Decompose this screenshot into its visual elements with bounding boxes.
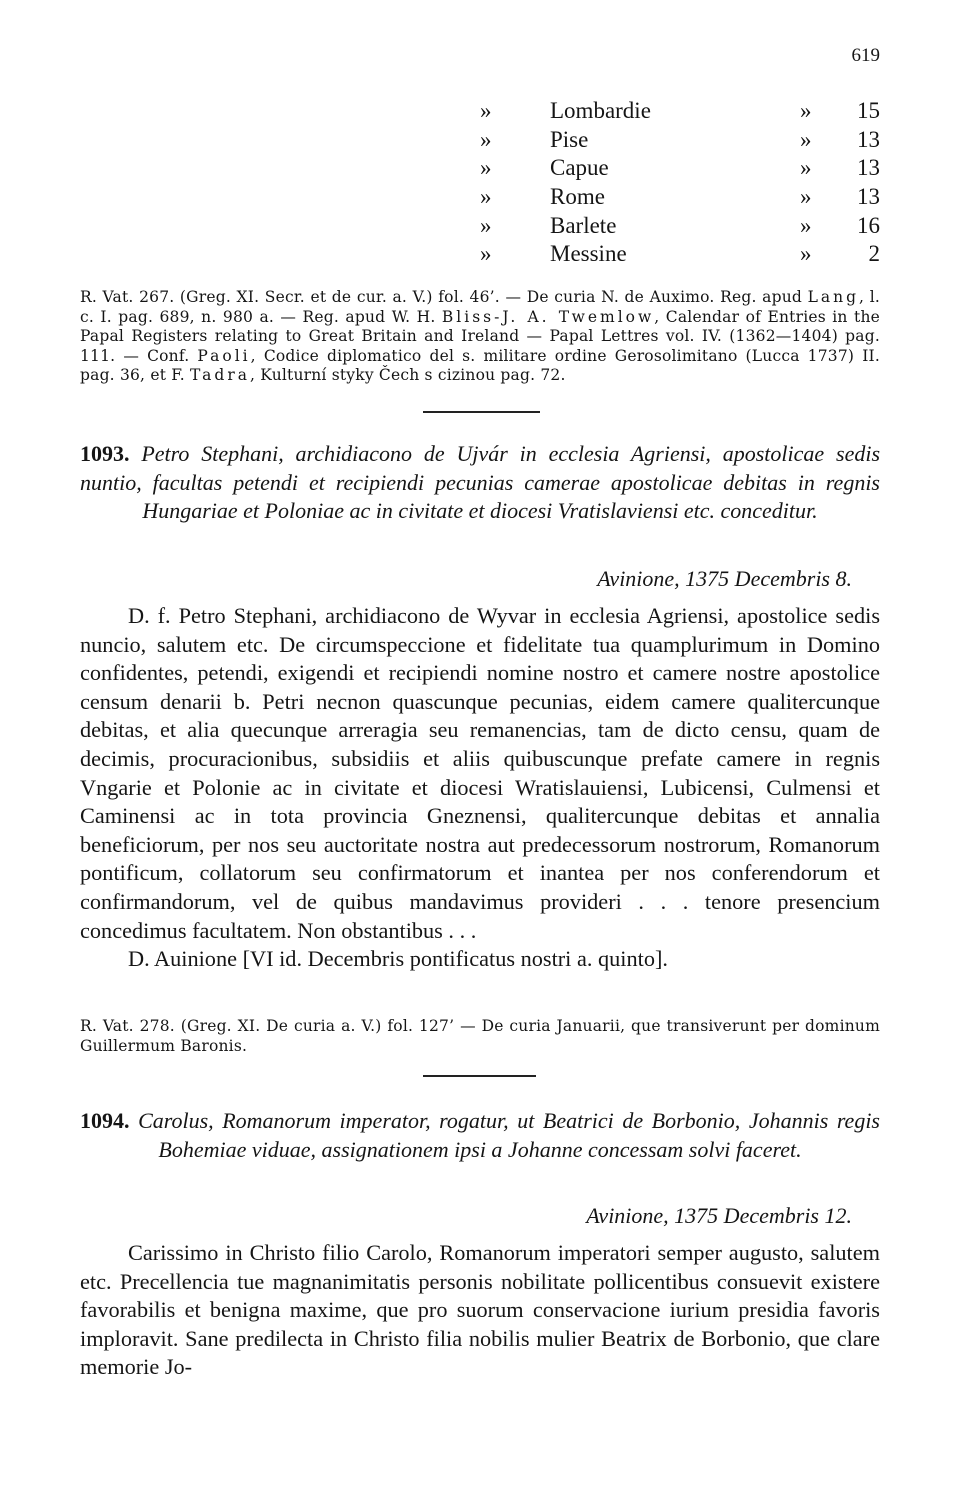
page-number: 619 (851, 45, 880, 66)
list-item (480, 183, 880, 212)
ditto-mark: » (480, 241, 492, 267)
document-page (80, 0, 880, 1505)
document-text (80, 602, 880, 974)
ditto-mark: » (800, 184, 812, 210)
city-name: Messine (550, 241, 627, 267)
city-name: Pise (550, 126, 589, 152)
list-item (480, 212, 880, 241)
source-note: R. Vat. 267. (Greg. XI. Secr. et de cur. a. V.) fol. 46’. — De curia N. de Auximo. Reg. apud Lang, l. c. I. pag. 689, n. 980 a. — Reg. apud W. H. Bliss-J. A. Twemlow, Calendar of Entries in the Papal Registers relating to Great Britain and Ireland — Papal Lettres vol. IV. (1362—1404) pag. 111. — Conf. Paoli, Codice diplomatico del s. militare ordine Gerosolimitano (Lucca 1737) II. pag. 36, et F. Tadra, Kulturní styky Čech s cizinou pag. 72. (80, 288, 880, 385)
list-item (480, 240, 880, 269)
ditto-mark: » (800, 126, 812, 152)
city-value: 2 (868, 241, 880, 267)
list-item (480, 154, 880, 183)
ditto-mark: » (480, 98, 492, 123)
city-name: Barlete (550, 212, 617, 238)
ditto-mark: » (480, 126, 492, 152)
letter-closing: D. Auinione [VI id. Decembris pontificatus nostri a. quinto]. (128, 946, 668, 972)
ditto-mark: » (800, 241, 812, 267)
letter-text: Carissimo in Christo filio Carolo, Romanorum imperatori semper augusto, salutem etc. Precellencia tue magnanimitatis personis nobilitate pollicentibus consuevit existere favorabilis et benigna maxime, que pro suorum conservacione iurium presidia favoris imploravit. Sane predilecta in Christo filia nobilis mulier Beatrix de Borbonio, que clare memorie Jo- (80, 1240, 880, 1380)
author-name: Paoli (197, 346, 251, 365)
source-note: R. Vat. 278. (Greg. XI. De curia a. V.) fol. 127’ — De curia Januarii, que transiverunt per dominum Guillermum Baronis. (80, 1017, 880, 1055)
city-name: Capue (550, 155, 609, 181)
document-heading (80, 440, 880, 526)
section-divider (423, 1075, 536, 1077)
city-name: Rome (550, 184, 605, 210)
document-number: 1093. (80, 441, 130, 466)
document-summary: Carolus, Romanorum imperator, rogatur, ut Beatrici de Borbonio, Johannis regis Bohemiae viduae, assignationem ipsi a Johanne concessam solvi faceret. (138, 1108, 880, 1162)
author-name: Tadra (190, 366, 250, 385)
ditto-mark: » (800, 98, 812, 123)
list-item (480, 97, 880, 126)
author-name: Lang (807, 288, 860, 306)
document-number: 1094. (80, 1108, 130, 1133)
city-value: 15 (857, 98, 880, 123)
section-divider (423, 411, 540, 413)
document-summary: Petro Stephani, archidiacono de Ujvár in ecclesia Agriensi, apostolicae sedis nuntio, facultas petendi et recipiendi pecunias camerae apostolicae debitas in regnis Hungariae et Poloniae ac in civitate et diocesi Vratislaviensi etc. conceditur. (80, 441, 881, 524)
city-value: 13 (857, 155, 880, 181)
city-name: Lombardie (550, 98, 651, 123)
list-item (480, 126, 880, 155)
city-value: 13 (857, 184, 880, 210)
document-text (80, 1239, 880, 1382)
document-date: Avinione, 1375 Decembris 12. (586, 1203, 852, 1228)
ditto-mark: » (480, 184, 492, 210)
ditto-mark: » (800, 212, 812, 238)
document-heading (80, 1107, 880, 1164)
author-name: Bliss-J. A. Twemlow (441, 307, 655, 326)
letter-text: D. f. Petro Stephani, archidiacono de Wyvar in ecclesia Agriensi, apostolice sedis nuncio, salutem etc. De circumspeccione et fidelitate tua quamplurimum in Domino confidentes, petendi, exigendi et recipiendi nomine nostro et camere nostre apostolice censum denarii b. Petri necnon quascunque pecunias, eidem camere qualitercunque debitas, et alia quecunque arreragia seu remanencias, tam de dicto censu, quam de decimis, procuracionibus, subsidiis et aliis quibuscunque prefate camere in regnis Vngarie et Polonie ac in civitate et diocesi Wratislauiensi, Lubicensi, Culmensi et Caminensi ac in tota provincia Gneznensi, qualitercunque debitas et annalia beneficiorum, per nos seu auctoritate nostra aut predecessorum nostrorum, Romanorum pontificum, collatorum seu confirmatorum et inantea per nos conferendorum et confirmandorum, vel de quibus mandavimus provideri . . . tenore presencium concedimus facultatem. Non obstantibus . . . (80, 603, 880, 943)
city-value: 13 (857, 126, 880, 152)
city-value: 16 (857, 212, 880, 238)
ditto-mark: » (480, 212, 492, 238)
city-list (480, 97, 880, 269)
ditto-mark: » (480, 155, 492, 181)
document-date: Avinione, 1375 Decembris 8. (597, 566, 852, 591)
ditto-mark: » (800, 155, 812, 181)
